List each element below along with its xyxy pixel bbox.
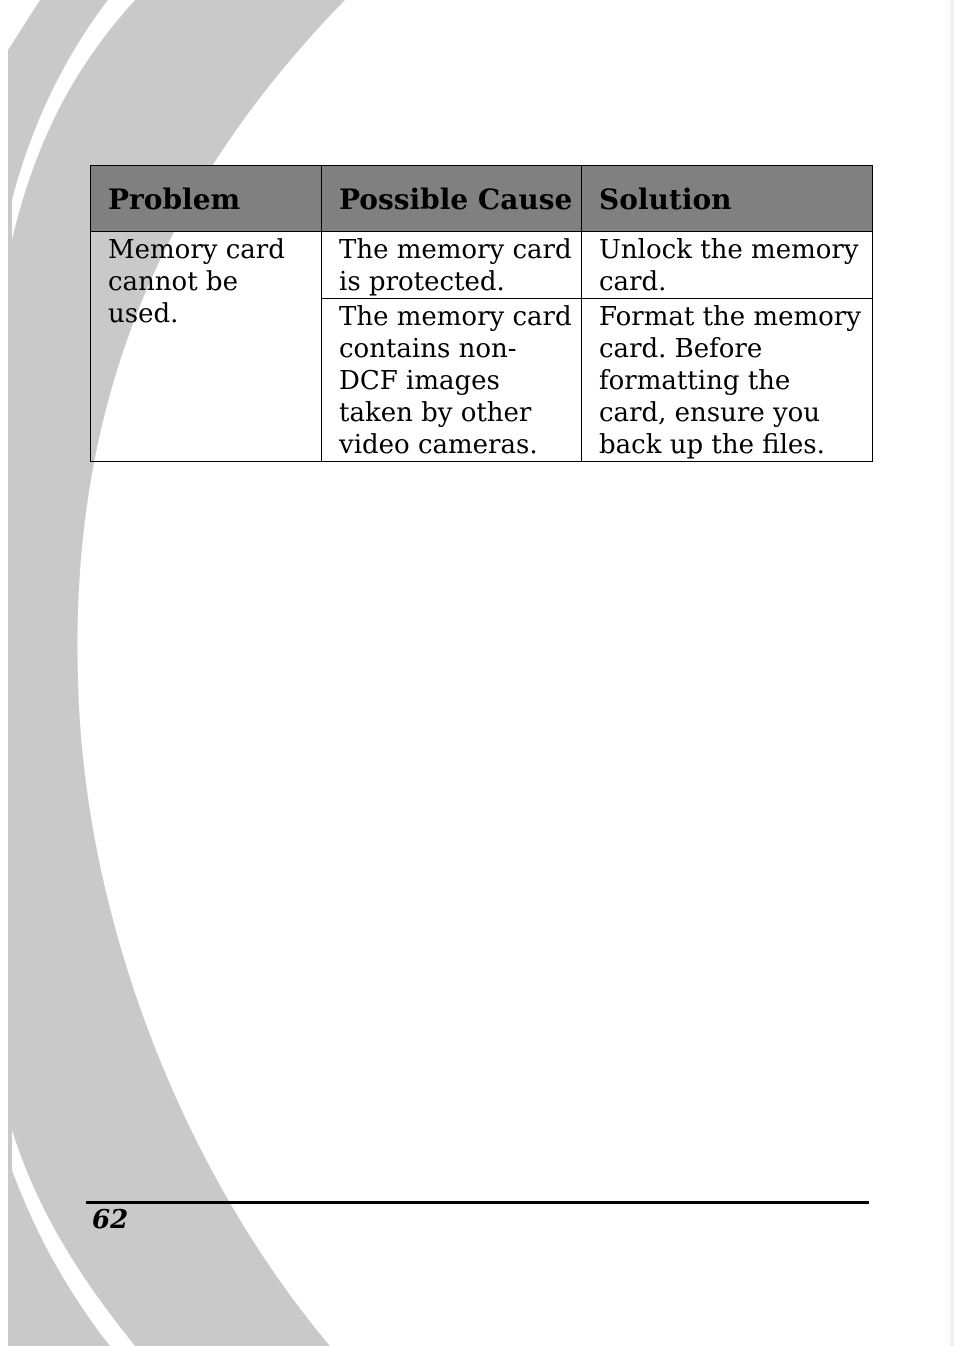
cause-cell: The memory card is protected. (322, 232, 582, 299)
table-header-row (91, 166, 873, 232)
footer-rule (86, 1201, 869, 1204)
header-possible-cause: Possible Cause (322, 166, 582, 232)
table-row (91, 232, 873, 299)
solution-cell: Unlock the memory card. (582, 232, 873, 299)
troubleshooting-table (90, 165, 873, 462)
page-edge (950, 0, 954, 1346)
page-number: 62 (92, 1205, 129, 1235)
header-problem: Problem (91, 166, 322, 232)
problem-cell: Memory card cannot be used. (91, 232, 322, 462)
solution-cell: Format the memory card. Before formatting the card, ensure you back up the files. (582, 299, 873, 462)
cause-cell: The memory card contains non-DCF images taken by other video cameras. (322, 299, 582, 462)
header-solution: Solution (582, 166, 873, 232)
